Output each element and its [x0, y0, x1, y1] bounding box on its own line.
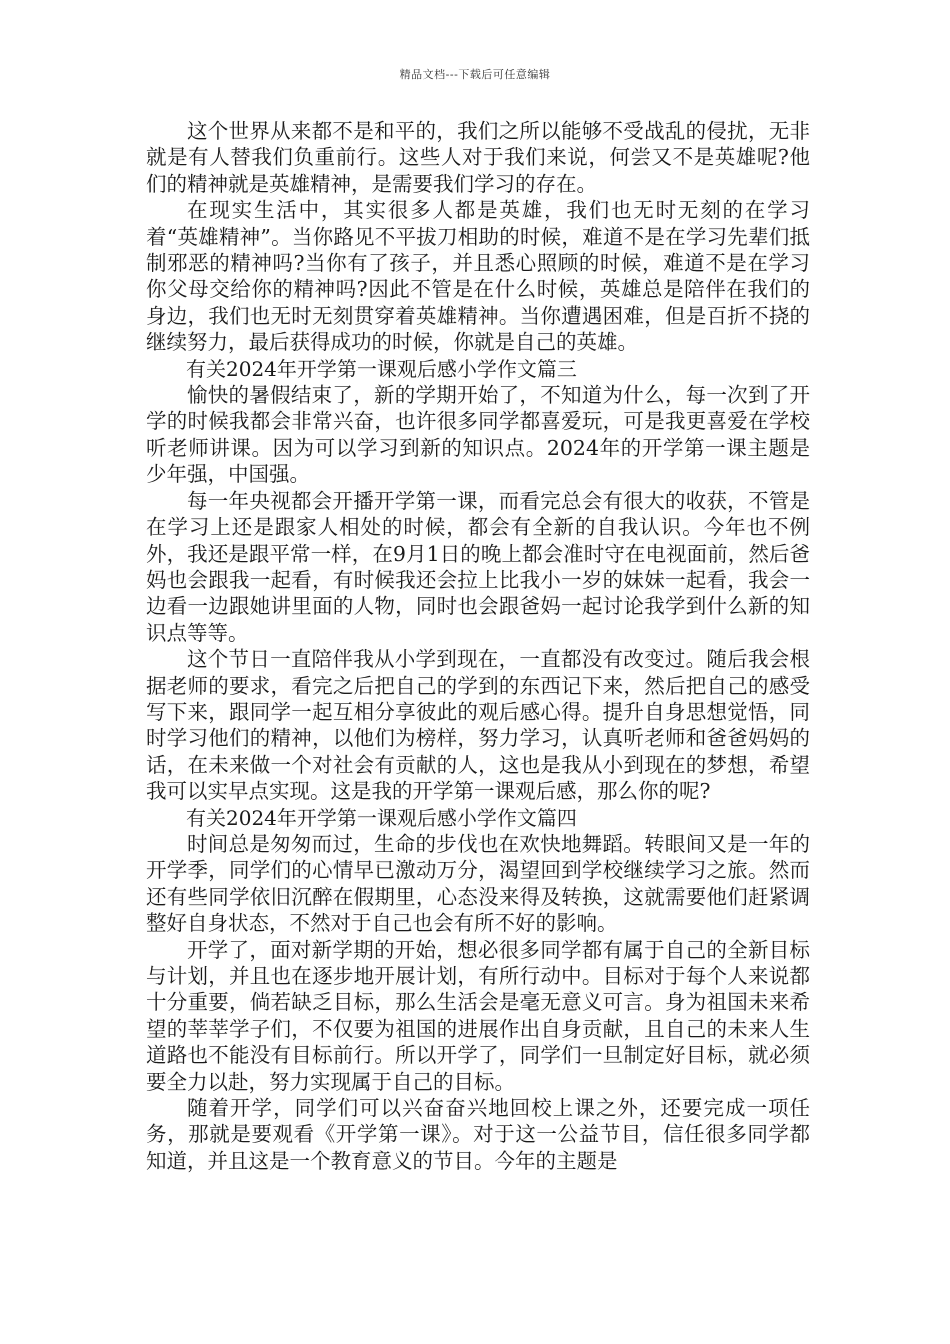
paragraph: 随着开学，同学们可以兴奋奋兴地回校上课之外，还要完成一项任务，那就是要观看《开学第一课》。对于这一公益节目，信任很多同学都知道，并且这是一个教育意义的节目。今年的主题是 — [146, 1096, 810, 1173]
paragraph: 这个世界从来都不是和平的，我们之所以能够不受战乱的侵扰，无非就是有人替我们负重前行。这些人对于我们来说，何尝又不是英雄呢?他们的精神就是英雄精神，是需要我们学习的存在。 — [146, 119, 810, 196]
section-heading: 有关2024年开学第一课观后感小学作文篇三 — [186, 356, 577, 381]
paragraph: 这个节日一直陪伴我从小学到现在，一直都没有改变过。随后我会根据老师的要求，看完之后把自己的学到的东西记下来，然后把自己的感受写下来，跟同学一起互相分享彼此的观后感心得。提升自身思想觉悟，同时学习他们的精神，以他们为榜样，努力学习，认真听老师和爸爸妈妈的话，在未来做一个对社会有贡献的人，这也是我从小到现在的梦想，希望我可以实早点实现。这是我的开学第一课观后感，那么你的呢? — [146, 647, 810, 804]
paragraph: 时间总是匆匆而过，生命的步伐也在欢快地舞蹈。转眼间又是一年的开学季，同学们的心情早已激动万分，渴望回到学校继续学习之旅。然而还有些同学依旧沉醉在假期里，心态没来得及转换，这就需要他们赶紧调整好自身状态，不然对于自己也会有所不好的影响。 — [146, 831, 810, 936]
paragraph: 愉快的暑假结束了，新的学期开始了，不知道为什么，每一次到了开学的时候我都会非常兴奋，也许很多同学都喜爱玩，可是我更喜爱在学校听老师讲课。因为可以学习到新的知识点。2024年的开学第一课主题是少年强，中国强。 — [146, 383, 810, 487]
page-header: 精品文档---下载后可任意编辑 — [399, 68, 551, 81]
paragraph: 每一年央视都会开播开学第一课，而看完总会有很大的收获，不管是在学习上还是跟家人相处的时候，都会有全新的自我认识。今年也不例外，我还是跟平常一样，在9月1日的晚上都会准时守在电视面前，然后爸妈也会跟我一起看，有时候我还会拉上比我小一岁的妹妹一起看，我会一边看一边跟她讲里面的人物，同时也会跟爸妈一起讨论我学到什么新的知识点等等。 — [146, 488, 810, 645]
document-body — [146, 118, 810, 1174]
section-heading: 有关2024年开学第一课观后感小学作文篇四 — [186, 805, 577, 830]
paragraph: 在现实生活中，其实很多人都是英雄，我们也无时无刻的在学习着“英雄精神”。当你路见不平拔刀相助的时候，难道不是在学习先辈们抵制邪恶的精神吗?当你有了孩子，并且悉心照顾的时候，难道不是在学习你父母交给你的精神吗?因此不管是在什么时候，英雄总是陪伴在我们的身边，我们也无时无刻贯穿着英雄精神。当你遭遇困难，但是百折不挠的继续努力，最后获得成功的时候，你就是自己的英雄。 — [146, 198, 810, 355]
paragraph: 开学了，面对新学期的开始，想必很多同学都有属于自己的全新目标与计划，并且也在逐步地开展计划，有所行动中。目标对于每个人来说都十分重要，倘若缺乏目标，那么生活会是毫无意义可言。身为祖国未来希望的莘莘学子们，不仅要为祖国的进展作出自身贡献，且自己的未来人生道路也不能没有目标前行。所以开学了，同学们一旦制定好目标，就必须要全力以赴，努力实现属于自己的目标。 — [146, 937, 810, 1094]
